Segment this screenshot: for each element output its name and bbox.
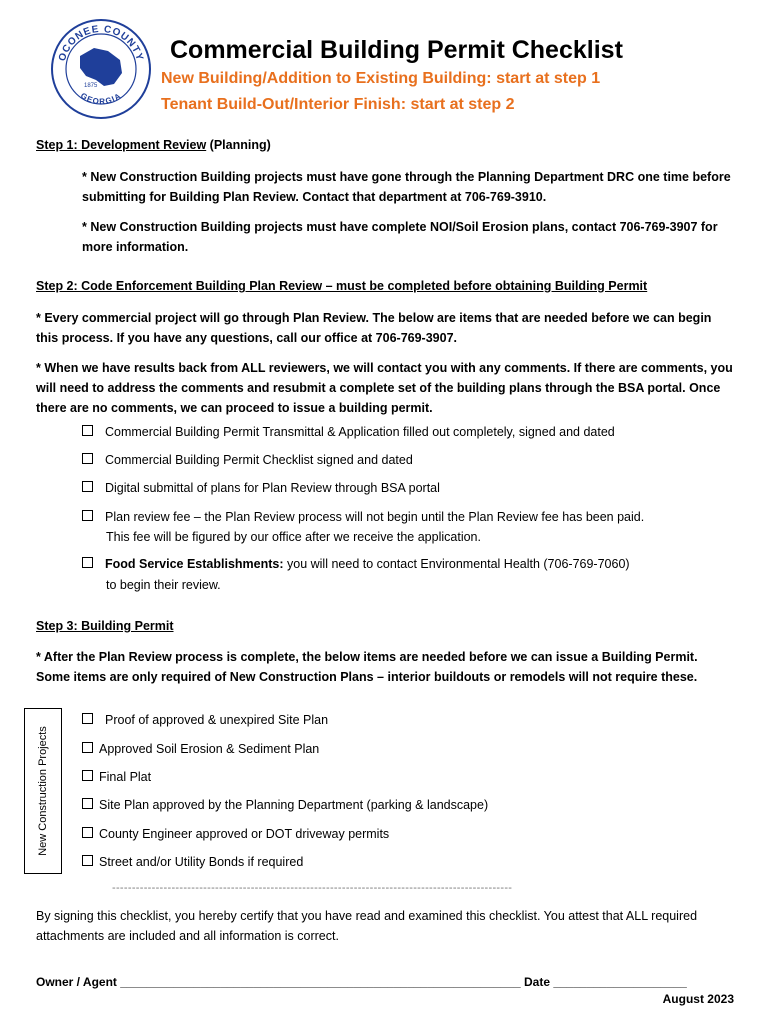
step3-item-label: Street and/or Utility Bonds if required [99, 855, 304, 869]
checkbox[interactable] [82, 510, 93, 521]
checkbox[interactable] [82, 855, 93, 866]
page-title: Commercial Building Permit Checklist [170, 36, 623, 64]
seal-year: 1875 [84, 83, 98, 89]
step2-item-label: Plan review fee – the Plan Review process will not begin until the Plan Review fee has been paid. [105, 510, 645, 524]
step2-heading: Step 2: Code Enforcement Building Plan Review – must be completed before obtaining Building Permit [36, 279, 648, 293]
step2-paragraph-1: * Every commercial project will go through Plan Review. The below are items that are needed before we can begin this process. If you have any questions, call our office at 706-769-3907. [36, 311, 712, 345]
step1-paragraph-1: * New Construction Building projects must have gone through the Planning Department DRC one time before submitting for Building Plan Review. Contact that department at 706-769-3910. [82, 170, 731, 204]
revision-date: August 2023 [662, 992, 734, 1006]
step2-checklist-item [82, 422, 615, 443]
step3-item-label: Site Plan approved by the Planning Department (parking & landscape) [99, 798, 489, 812]
step3-item-label: Final Plat [99, 770, 152, 784]
step2-checklist-item [82, 554, 630, 575]
step3-checklist-item [82, 710, 328, 731]
step2-item-label: Commercial Building Permit Checklist signed and dated [105, 453, 413, 467]
seal-top-text: OCONEE COUNTY [56, 23, 146, 63]
county-shape-icon [80, 48, 122, 86]
checkbox[interactable] [82, 798, 93, 809]
svg-text:GEORGIA [79, 91, 123, 106]
step2-item-label: you will need to contact Environmental Health (706-769-7060) [283, 557, 630, 571]
seal-bottom-text: GEORGIA [78, 91, 124, 107]
step2-checklist-item [82, 450, 413, 471]
checkbox[interactable] [82, 481, 93, 492]
subtitle-new-building: New Building/Addition to Existing Building: start at step 1 [161, 70, 601, 87]
step2-checklist-item [82, 478, 440, 499]
step1-heading-main: Step 1: Development Review [36, 138, 207, 152]
subtitle-tenant-buildout: Tenant Build-Out/Interior Finish: start at step 2 [161, 96, 515, 113]
step3-checklist-item [82, 824, 389, 845]
step2-item-label: Digital submittal of plans for Plan Review through BSA portal [105, 481, 440, 495]
step2-item-continuation: This fee will be figured by our office after we receive the application. [106, 530, 481, 544]
checkbox[interactable] [82, 557, 93, 568]
step2-item-continuation: to begin their review. [106, 578, 221, 592]
checkbox[interactable] [82, 742, 93, 753]
county-seal [50, 18, 152, 120]
side-label-text: New Construction Projects [37, 726, 49, 856]
step3-item-label: Approved Soil Erosion & Sediment Plan [99, 742, 320, 756]
step2-item-label: Commercial Building Permit Transmittal & Application filled out completely, signed and dated [105, 425, 615, 439]
step1-heading [36, 138, 271, 152]
separator-line: ----------------------------------------------------------------------------------------------------- [112, 882, 513, 894]
step2-checklist-item [82, 507, 644, 528]
checkbox[interactable] [82, 713, 93, 724]
step3-checklist-item [82, 852, 303, 873]
step1-paragraph-2: * New Construction Building projects must have complete NOI/Soil Erosion plans, contact 706-769-3907 for more information. [82, 220, 718, 254]
checkbox[interactable] [82, 453, 93, 464]
step3-item-label: Proof of approved & unexpired Site Plan [105, 713, 329, 727]
step3-heading: Step 3: Building Permit [36, 619, 174, 633]
step3-checklist-item [82, 767, 151, 788]
checkbox[interactable] [82, 770, 93, 781]
checkbox[interactable] [82, 827, 93, 838]
step3-paragraph: * After the Plan Review process is complete, the below items are needed before we can issue a Building Permit. Some items are only required of New Construction Plans – interior buildouts or remodels will not require these. [36, 650, 698, 684]
new-construction-side-label [24, 708, 62, 874]
step1-heading-rest: (Planning) [206, 138, 271, 152]
step3-checklist-item [82, 795, 488, 816]
step3-checklist-item [82, 739, 319, 760]
signature-line[interactable]: Owner / Agent ____________________________________________________________ Date ____________________ [36, 975, 687, 989]
step2-paragraph-2: * When we have results back from ALL reviewers, we will contact you with any comments. If there are comments, you will need to address the comments and resubmit a complete set of the building plans through the BSA portal. Once there are no comments, we can proceed to issue a building permit. [36, 361, 733, 415]
certification-text: By signing this checklist, you hereby certify that you have read and examined this checklist. You attest that ALL required attachments are included and all information is correct. [36, 909, 698, 943]
checkbox[interactable] [82, 425, 93, 436]
step3-item-label: County Engineer approved or DOT driveway permits [99, 827, 390, 841]
food-service-label: Food Service Establishments: [105, 557, 284, 571]
